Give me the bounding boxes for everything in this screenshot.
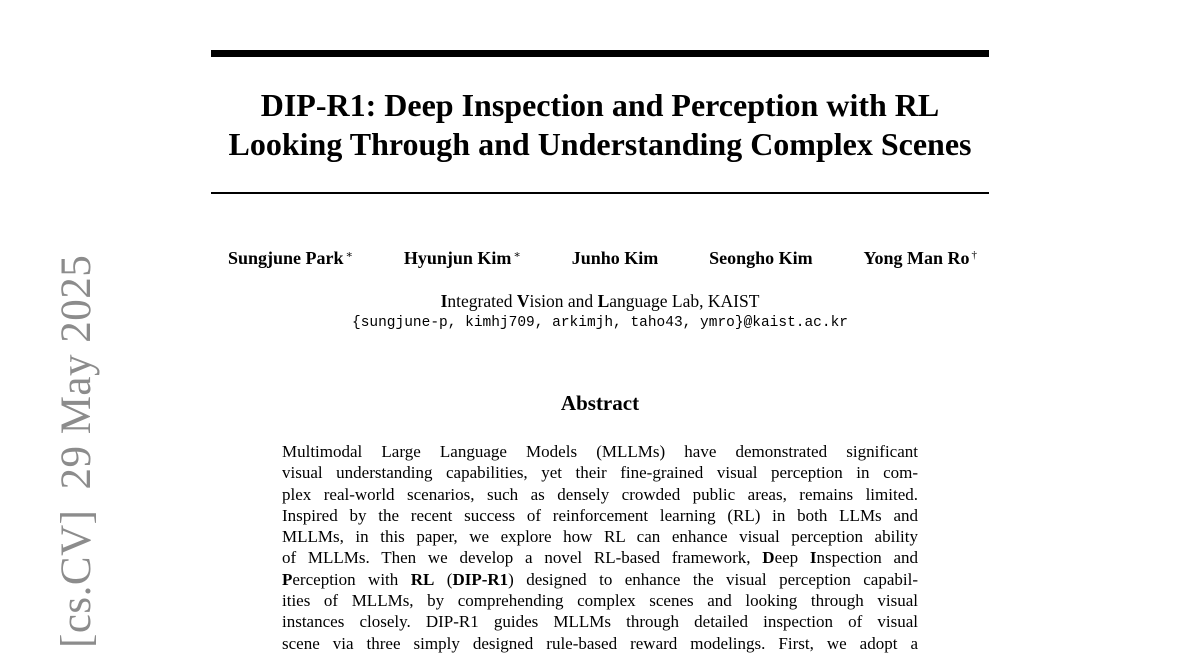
abstract-bold: P <box>282 569 293 589</box>
abstract-line: plex real-world scenarios, such as densely crowded public areas, remains limited. <box>282 484 918 504</box>
author-name: Yong Man Ro <box>863 248 970 268</box>
affiliation-initial: V <box>516 291 530 311</box>
author-mark: † <box>971 249 977 261</box>
abstract-line: visual understanding capabilities, yet their fine-grained visual perception in com- <box>282 463 918 483</box>
title-line-1: DIP-R1: Deep Inspection and Perception with RL <box>260 87 940 123</box>
author <box>572 248 659 272</box>
abstract-line <box>282 547 918 568</box>
abstract-bold: I <box>809 548 817 568</box>
author-name: Seongho Kim <box>709 248 813 268</box>
abstract-text: erception with <box>292 569 411 589</box>
affiliation-initial: L <box>597 291 610 311</box>
abstract-line: ities of MLLMs, by comprehending complex scenes and looking through visual <box>282 591 918 611</box>
paper-title <box>211 86 989 164</box>
abstract-line: MLLMs, in this paper, we explore how RL can enhance visual perception ability <box>282 527 918 547</box>
abstract-line <box>282 569 918 590</box>
abstract-text: of MLLMs. Then we develop a novel RL-based framework, <box>282 548 763 568</box>
abstract-bold: DIP-R1 <box>452 569 509 589</box>
abstract-line: Multimodal Large Language Models (MLLMs) have demonstrated significant <box>282 442 918 461</box>
author <box>709 248 813 272</box>
affiliation-initial: I <box>440 291 448 311</box>
arxiv-stamp-text <box>52 255 101 648</box>
abstract-body <box>282 441 918 654</box>
author <box>863 248 977 272</box>
author-name: Sungjune Park <box>228 248 344 268</box>
abstract-line: instances closely. DIP-R1 guides MLLMs through detailed inspection of visual <box>282 612 918 632</box>
author-name: Junho Kim <box>571 248 659 268</box>
title-top-rule <box>211 50 989 57</box>
abstract-bold: D <box>762 548 775 568</box>
title-bottom-rule <box>211 192 989 194</box>
author-list <box>211 248 989 272</box>
author-mark: ∗ <box>345 249 354 261</box>
affiliation-text: anguage Lab, KAIST <box>609 291 760 311</box>
abstract-text: ( <box>434 569 453 589</box>
author-mark: ∗ <box>513 249 521 261</box>
abstract-text: ) designed to enhance the visual perception capabil- <box>508 569 918 589</box>
affiliation-text: ntegrated <box>447 291 517 311</box>
affiliation-text: ision and <box>529 291 598 311</box>
author-name: Hyunjun Kim <box>403 248 512 268</box>
affiliation <box>211 291 989 312</box>
arxiv-category: [cs.CV] <box>53 509 100 648</box>
title-line-2: Looking Through and Understanding Complex Scenes <box>228 126 972 162</box>
abstract-text: eep <box>774 548 810 568</box>
abstract-heading: Abstract <box>560 391 640 415</box>
abstract-bold: RL <box>410 569 435 589</box>
arxiv-date: 29 May 2025 <box>53 254 100 490</box>
author-emails: {sungjune-p, kimhj709, arkimjh, taho43, ymro}@kaist.ac.kr <box>352 315 848 331</box>
abstract-line: scene via three simply designed rule-based reward modelings. First, we adopt a <box>282 633 918 653</box>
abstract-text: nspection and <box>816 548 918 568</box>
abstract-line: Inspired by the recent success of reinforcement learning (RL) in both LLMs and <box>282 505 918 525</box>
author <box>228 248 353 272</box>
author <box>404 248 521 272</box>
